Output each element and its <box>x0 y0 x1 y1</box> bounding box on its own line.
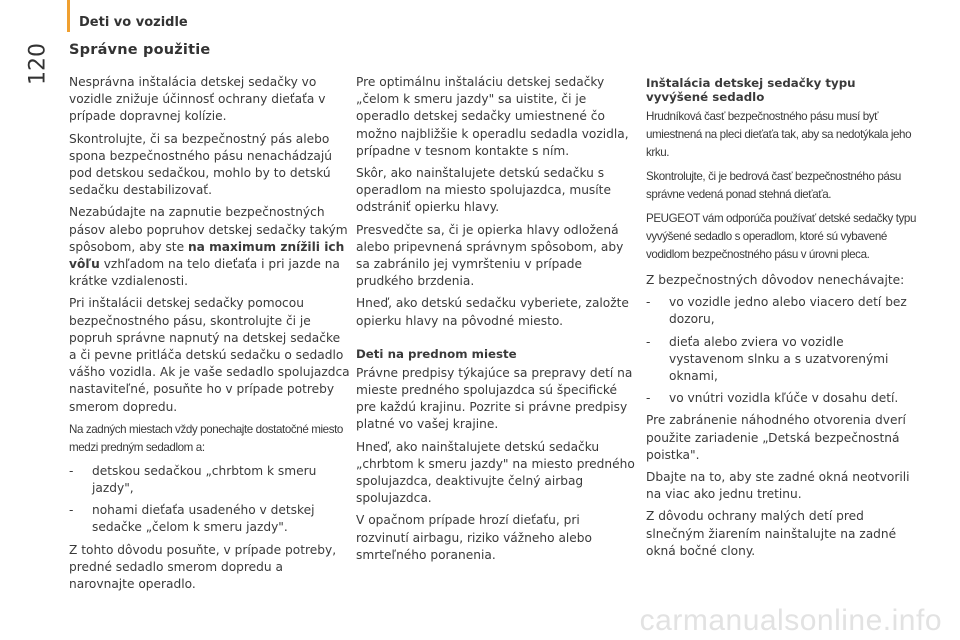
list-item: - nohami dieťaťa usadeného v detskej sedačke „čelom k smeru jazdy". <box>69 502 351 536</box>
paragraph: Z bezpečnostných dôvodov nenechávajte: <box>646 273 905 287</box>
list-item: - vo vnútri vozidla kľúče v dosahu detí. <box>646 390 916 407</box>
header-accent-bar <box>67 0 70 32</box>
subheading: Inštalácia detskej sedačky typu vyvýšené sedadlo <box>646 76 856 104</box>
chapter-title: Deti vo vozidle <box>79 15 188 30</box>
paragraph <box>69 204 351 290</box>
paragraph: V opačnom prípade hrozí dieťaťu, pri rozvinutí airbagu, riziko vážneho alebo smrteľného poranenia. <box>356 513 592 562</box>
paragraph-text: Nezabúdajte na zapnutie bezpečnostných pásov alebo popruhov detskej sedačky takým spôsobom, aby ste <box>69 205 348 254</box>
list-item: - vo vozidle jedno alebo viacero detí bez dozoru, <box>646 294 916 328</box>
list-item-text: vo vozidle jedno alebo viacero detí bez dozoru, <box>669 295 907 327</box>
page-number-text: 120 <box>25 43 51 85</box>
column-left <box>69 74 351 598</box>
emphasis-text: na maximum znížili ich vôľu <box>69 239 345 272</box>
paragraph: Pre zabránenie náhodného otvorenia dverí použite zariadenie „Detská bezpečnostná poistka". <box>646 413 906 462</box>
paragraph: Dbajte na to, aby ste zadné okná neotvorili na viac ako jednu tretinu. <box>646 470 910 502</box>
list-item: - detskou sedačkou „chrbtom k smeru jazdy", <box>69 463 351 497</box>
paragraph: Právne predpisy týkajúce sa prepravy detí na mieste predného spolujazdca sú špecifické pre každú krajinu. Pozrite si právne predpisy platné vo vašej krajine. <box>356 365 633 432</box>
note-text: Skontrolujte, či je bedrová časť bezpečnostného pásu správne vedená ponad stehná dieťaťa. <box>646 170 901 201</box>
paragraph: Hneď, ako nainštalujete detskú sedačku „chrbtom k smeru jazdy" na miesto predného spolujazdca, deaktivujte čelný airbag spolujazdca. <box>356 439 635 506</box>
column-right <box>646 76 916 565</box>
paragraph: Skontrolujte, či sa bezpečnostný pás alebo spona bezpečnostného pásu nenachádzajú pod detskou sedačkou, mohlo by to detskú sedačku destabilizovať. <box>69 131 332 198</box>
paragraph: Nesprávna inštalácia detskej sedačky vo vozidle znižuje účinnosť ochrany dieťaťa v prípade dopravnej kolízie. <box>69 75 326 124</box>
paragraph: Z dôvodu ochrany malých detí pred slnečným žiarením nainštalujte na zadné okná bočné clony. <box>646 509 897 558</box>
list-item-text: nohami dieťaťa usadeného v detskej sedačke „čelom k smeru jazdy". <box>92 503 315 535</box>
paragraph: Hneď, ako detskú sedačku vyberiete, založte opierku hlavy na pôvodné miesto. <box>356 296 629 328</box>
list-item: - dieťa alebo zviera vo vozidle vystavenom slnku a s uzatvorenými oknami, <box>646 334 916 386</box>
column-middle <box>356 74 636 569</box>
paragraph: Presvedčte sa, či je opierka hlavy odložená alebo pripevnená správnym spôsobom, aby sa zabránilo jej vymršteniu v prípade prudkého brzdenia. <box>356 222 624 289</box>
list-item-text: vo vnútri vozidla kľúče v dosahu detí. <box>669 391 899 406</box>
subheading: Deti na prednom mieste <box>356 346 517 361</box>
paragraph: Pre optimálnu inštaláciu detskej sedačky „čelom k smeru jazdy" sa uistite, či je operadlo detskej sedačky umiestnené čo možno najbližšie k operadlu sedadla vozidla, prípadne v tesnom kontakte s ním. <box>356 75 629 158</box>
page-number <box>18 44 58 84</box>
paragraph-text: vzhľadom na telo dieťaťa i pri jazde na krátke vzdialenosti. <box>69 257 340 289</box>
note-text: Na zadných miestach vždy ponechajte dostatočné miesto medzi predným sedadlom a: <box>69 422 343 454</box>
paragraph: Pri inštalácii detskej sedačky pomocou bezpečnostného pásu, skontrolujte či je popruh správne napnutý na detskej sedačke a či pevne pritláča detskú sedačku o sedadlo vášho vozidla. Ak je vaše sedadlo spolujazdca nastaviteľné, posuňte ho v prípade potreby smerom dopredu. <box>69 296 350 414</box>
section-title: Správne použitie <box>69 42 211 58</box>
paragraph: Skôr, ako nainštalujete detskú sedačku s operadlom na miesto spolujazdca, musíte odstrániť opierku hlavy. <box>356 166 611 215</box>
note-text: Hrudníková časť bezpečnostného pásu musí byť umiestnená na pleci dieťaťa tak, aby sa nedotýkala jeho krku. <box>646 110 912 159</box>
list-item-text: dieťa alebo zviera vo vozidle vystavenom slnku a s uzatvorenými oknami, <box>669 334 889 384</box>
list-item-text: detskou sedačkou „chrbtom k smeru jazdy", <box>92 463 317 496</box>
watermark: carmanualsonline.info <box>639 604 942 637</box>
note-text: PEUGEOT vám odporúča používať detské sedačky typu vyvýšené sedadlo s operadlom, ktoré sú vybavené vodidlom bezpečnostného pásu v úrovni pleca. <box>646 212 917 261</box>
paragraph: Z tohto dôvodu posuňte, v prípade potreby, predné sedadlo smerom dopredu a narovnajte operadlo. <box>69 542 337 592</box>
